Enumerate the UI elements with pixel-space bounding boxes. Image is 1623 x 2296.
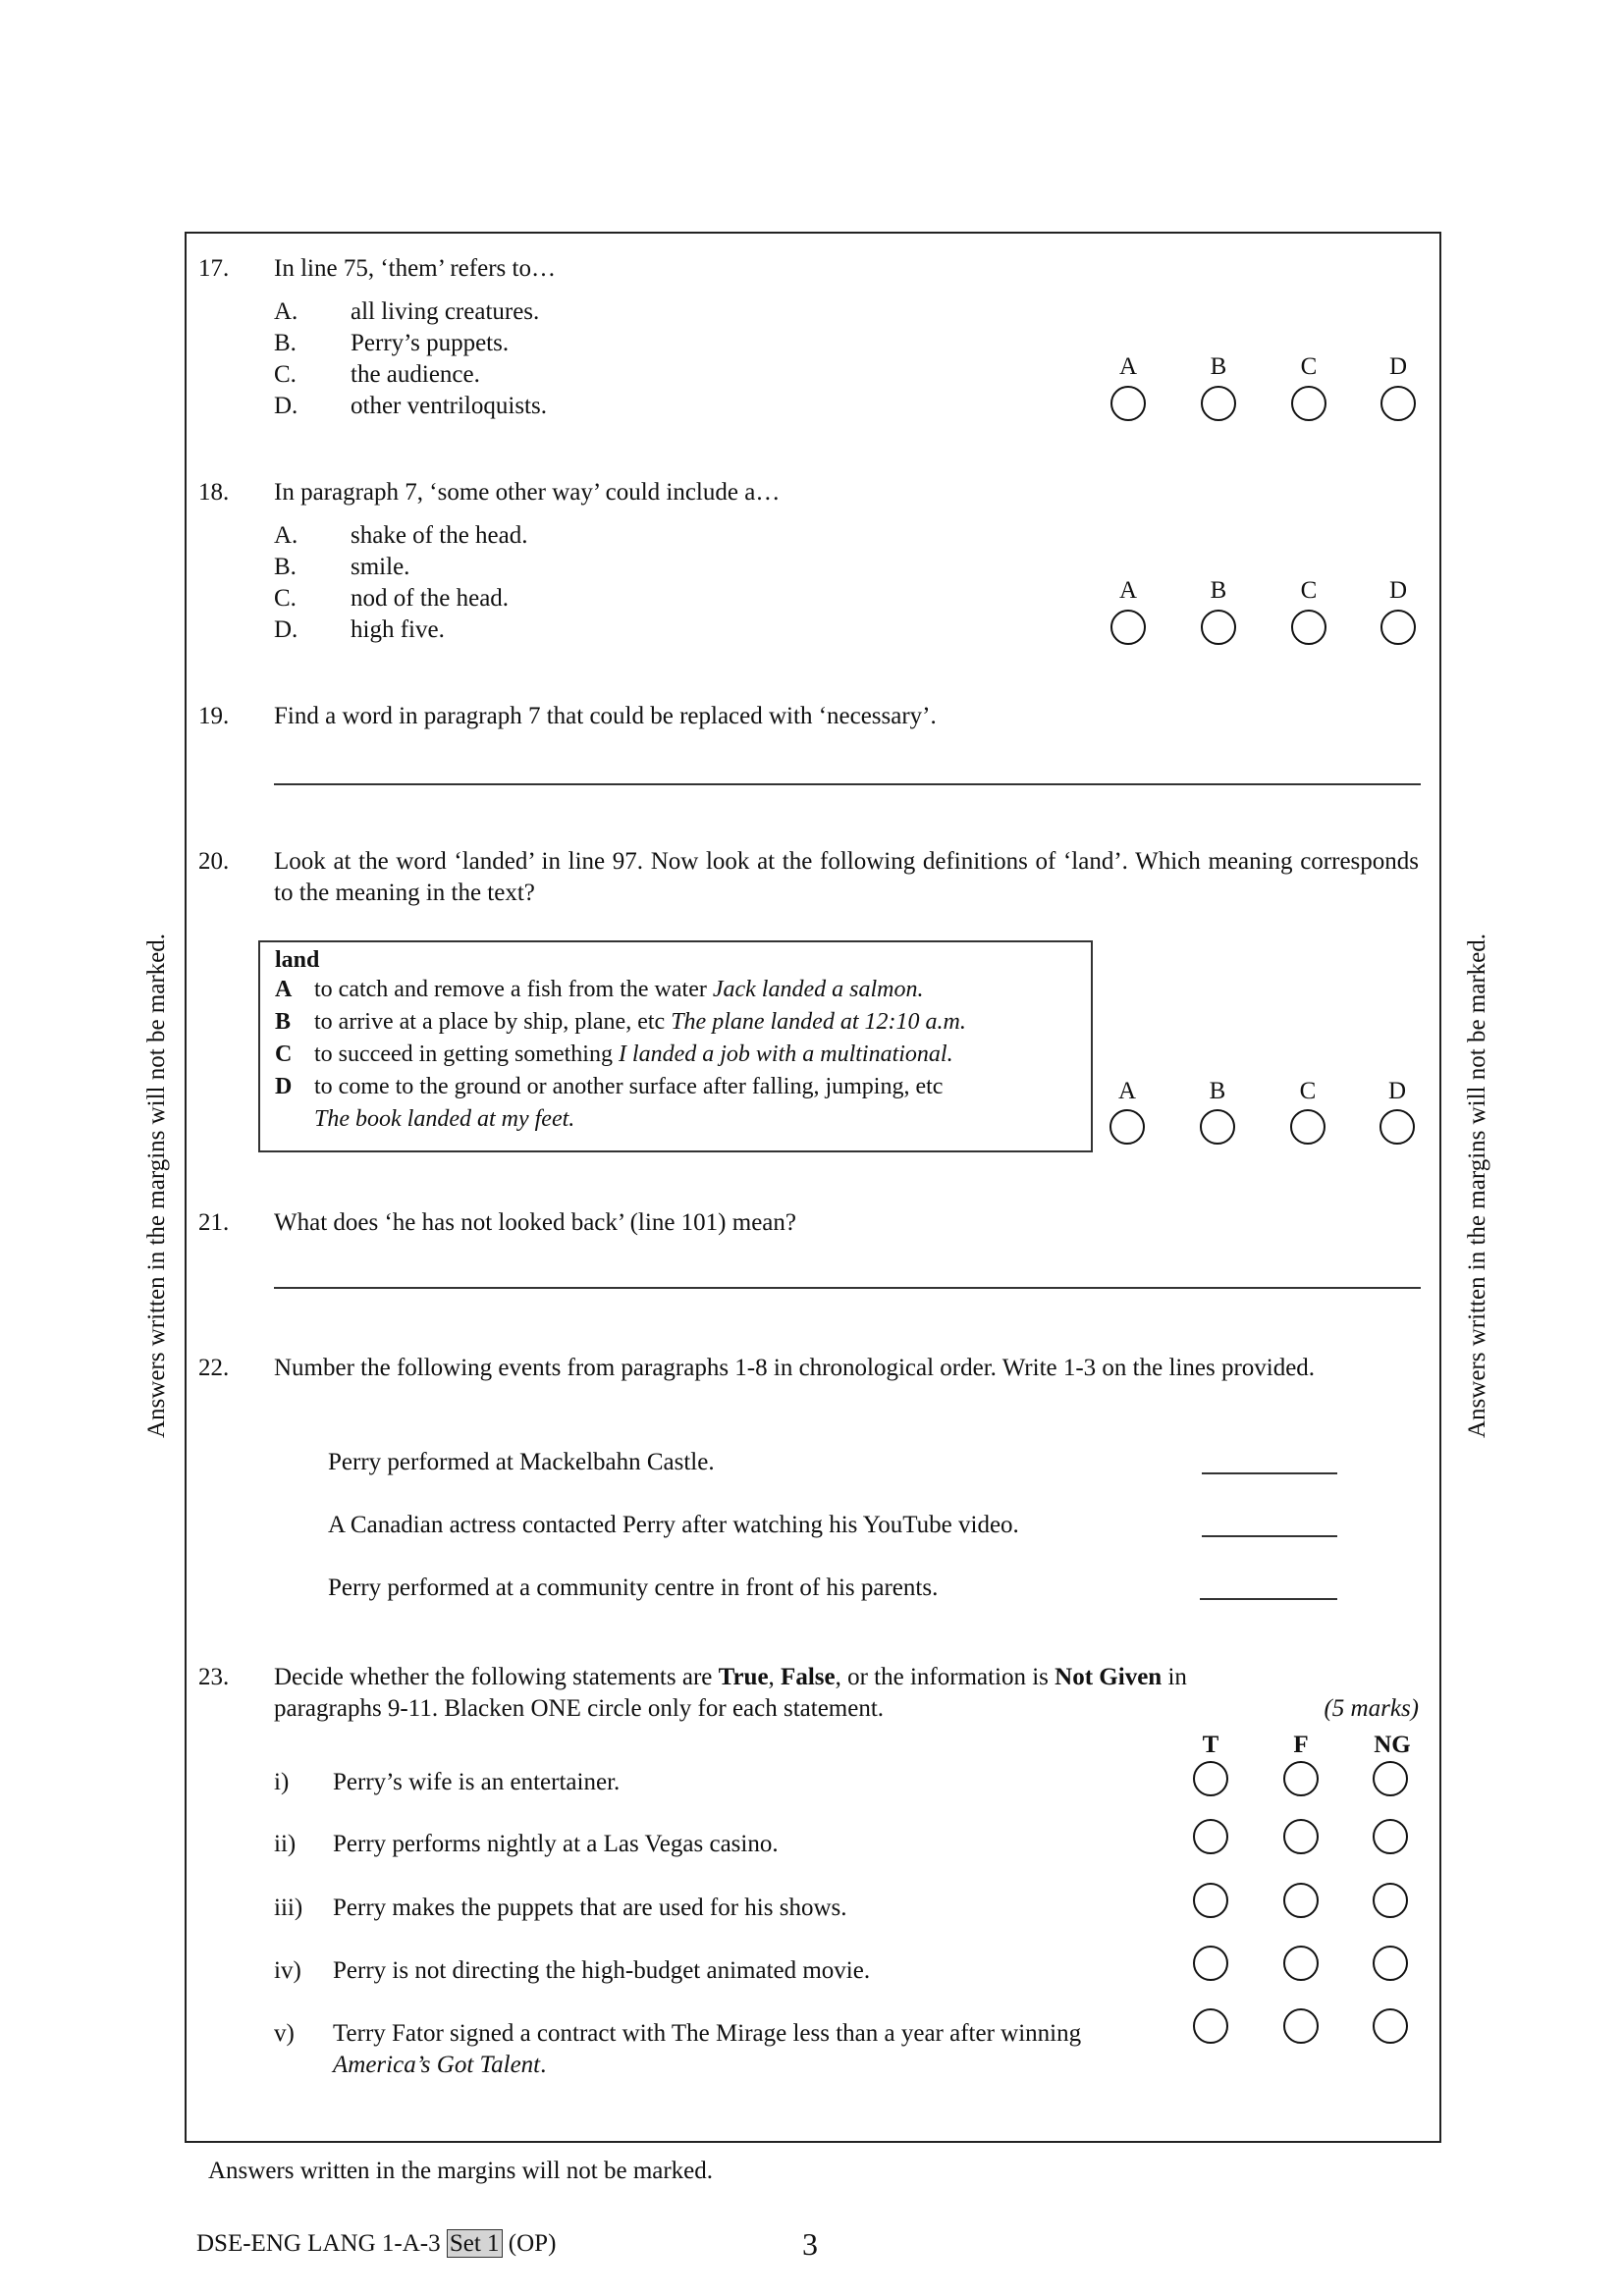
bubble-label: B: [1209, 1078, 1226, 1104]
prompt-not-given: Not Given: [1055, 1664, 1163, 1690]
event-item: A Canadian actress contacted Perry after watching his YouTube video.: [328, 1512, 1019, 1538]
bubble-false[interactable]: [1283, 2008, 1319, 2044]
bubble-true[interactable]: [1193, 2008, 1228, 2044]
statement-text: Perry’s wife is an entertainer.: [333, 1769, 621, 1795]
statement-number: i): [274, 1769, 290, 1795]
answer-bubble-a[interactable]: [1110, 610, 1146, 645]
option-letter: D.: [274, 393, 298, 419]
option-text: all living creatures.: [351, 298, 540, 325]
bubble-label: D: [1388, 353, 1408, 380]
definition-example: The plane landed at 12:10 a.m.: [671, 1009, 966, 1035]
definition-c: [314, 1041, 953, 1068]
statement-text-continued: [333, 2050, 546, 2081]
option-letter: A.: [274, 298, 298, 325]
bubble-label: C: [1299, 1078, 1317, 1104]
paper-code: [196, 2230, 556, 2258]
definition-text: to succeed in getting something: [314, 1041, 613, 1067]
answer-line[interactable]: [274, 783, 1421, 785]
answer-bubble-d[interactable]: [1380, 1109, 1415, 1145]
answer-line[interactable]: [274, 1287, 1421, 1289]
option-text: shake of the head.: [351, 522, 528, 549]
prompt-text: ,: [768, 1664, 782, 1690]
prompt-text: in: [1162, 1664, 1187, 1690]
bubble-true[interactable]: [1193, 1819, 1228, 1854]
definition-letter: D: [275, 1074, 293, 1099]
prompt-text: , or the information is: [835, 1664, 1055, 1690]
bubble-label: B: [1210, 577, 1227, 604]
definition-letter: C: [275, 1041, 293, 1067]
question-number: 23.: [198, 1664, 230, 1690]
statement-number: iv): [274, 1957, 301, 1984]
question-prompt: Look at the word ‘landed’ in line 97. Now look at the following definitions of ‘land’. Which meaning corresponds to the meaning in the text?: [274, 848, 1419, 906]
answer-bubble-d[interactable]: [1380, 610, 1416, 645]
answer-bubble-a[interactable]: [1109, 1109, 1145, 1145]
definition-text: to come to the ground or another surface after falling, jumping, etc: [314, 1074, 944, 1099]
question-prompt: [274, 1662, 1419, 1693]
bubble-label: A: [1118, 353, 1138, 380]
bubble-not-given[interactable]: [1373, 1946, 1408, 1981]
bubble-not-given[interactable]: [1373, 2008, 1408, 2044]
definition-text: to catch and remove a fish from the water: [314, 977, 707, 1002]
option-letter: B.: [274, 554, 297, 580]
footer-margin-note: Answers written in the margins will not be marked.: [208, 2158, 714, 2184]
statement-number: iii): [274, 1895, 303, 1921]
bubble-label: C: [1300, 577, 1318, 604]
bubble-not-given[interactable]: [1373, 1819, 1408, 1854]
option-text: nod of the head.: [351, 585, 510, 612]
bubble-true[interactable]: [1193, 1761, 1228, 1796]
bubble-false[interactable]: [1283, 1761, 1319, 1796]
dictionary-headword: land: [275, 947, 320, 973]
question-number: 18.: [198, 479, 230, 506]
bubble-false[interactable]: [1283, 1819, 1319, 1854]
dictionary-box: [258, 940, 1093, 1152]
statement-number: ii): [274, 1831, 297, 1857]
bubble-false[interactable]: [1283, 1946, 1319, 1981]
definition-letter: B: [275, 1009, 292, 1035]
option-text: the audience.: [351, 361, 480, 388]
answer-bubble-a[interactable]: [1110, 386, 1146, 421]
question-prompt: In line 75, ‘them’ refers to…: [274, 255, 556, 282]
definition-text: to arrive at a place by ship, plane, etc: [314, 1009, 666, 1035]
prompt-text: Decide whether the following statements are: [274, 1664, 719, 1690]
definition-a: [314, 977, 923, 1003]
bubble-label: D: [1387, 1078, 1407, 1104]
set-label: Set 1: [447, 2229, 503, 2258]
prompt-true: True: [718, 1664, 769, 1690]
event-order-line[interactable]: [1200, 1598, 1337, 1600]
statement-end: .: [540, 2052, 547, 2078]
definition-example: I landed a job with a multinational.: [618, 1041, 953, 1067]
answer-bubble-d[interactable]: [1380, 386, 1416, 421]
bubble-label: B: [1210, 353, 1227, 380]
question-prompt: What does ‘he has not looked back’ (line 101) mean?: [274, 1209, 796, 1236]
answer-bubble-b[interactable]: [1200, 1109, 1235, 1145]
option-letter: B.: [274, 330, 297, 356]
left-margin-note: Answers written in the margins will not be marked.: [143, 933, 170, 1439]
question-number: 22.: [198, 1355, 230, 1381]
prompt-false: False: [781, 1664, 836, 1690]
answer-bubble-c[interactable]: [1290, 1109, 1325, 1145]
option-letter: C.: [274, 361, 297, 388]
answer-bubble-b[interactable]: [1201, 386, 1236, 421]
answer-bubble-b[interactable]: [1201, 610, 1236, 645]
bubble-not-given[interactable]: [1373, 1761, 1408, 1796]
question-number: 17.: [198, 255, 230, 282]
paper-code-prefix: DSE-ENG LANG 1-A-3: [196, 2230, 441, 2257]
question-prompt: In paragraph 7, ‘some other way’ could include a…: [274, 479, 781, 506]
bubble-true[interactable]: [1193, 1883, 1228, 1918]
event-order-line[interactable]: [1202, 1472, 1337, 1474]
definition-d: [314, 1074, 943, 1100]
definition-example: Jack landed a salmon.: [712, 977, 924, 1002]
paper-code-suffix: (OP): [508, 2230, 557, 2257]
event-item: Perry performed at Mackelbahn Castle.: [328, 1449, 715, 1475]
statement-text: Perry performs nightly at a Las Vegas casino.: [333, 1831, 779, 1857]
answer-bubble-c[interactable]: [1291, 610, 1326, 645]
statement-text: Perry makes the puppets that are used for his shows.: [333, 1895, 847, 1921]
bubble-false[interactable]: [1283, 1883, 1319, 1918]
question-prompt: Number the following events from paragraphs 1-8 in chronological order. Write 1-3 on the lines provided.: [274, 1355, 1316, 1381]
column-label-true: T: [1202, 1732, 1219, 1758]
definition-b: [314, 1009, 966, 1036]
option-letter: C.: [274, 585, 297, 612]
question-instruction: paragraphs 9-11. Blacken ONE circle only for each statement.: [274, 1695, 885, 1722]
show-title: America’s Got Talent: [333, 2052, 541, 2078]
bubble-label: A: [1117, 1078, 1137, 1104]
marks-label: (5 marks): [1324, 1695, 1419, 1722]
question-number: 19.: [198, 703, 230, 729]
bubble-label: C: [1300, 353, 1318, 380]
answer-bubble-c[interactable]: [1291, 386, 1326, 421]
statement-number: v): [274, 2020, 295, 2047]
definition-letter: A: [275, 977, 293, 1002]
column-label-false: F: [1293, 1732, 1309, 1758]
option-letter: D.: [274, 616, 298, 643]
question-number: 21.: [198, 1209, 230, 1236]
event-order-line[interactable]: [1202, 1535, 1337, 1537]
bubble-true[interactable]: [1193, 1946, 1228, 1981]
page-number: 3: [802, 2226, 818, 2262]
option-text: other ventriloquists.: [351, 393, 547, 419]
right-margin-note: Answers written in the margins will not be marked.: [1464, 933, 1490, 1439]
option-text: high five.: [351, 616, 445, 643]
question-number: 20.: [198, 848, 230, 875]
option-letter: A.: [274, 522, 298, 549]
column-label-not-given: NG: [1374, 1732, 1411, 1758]
event-item: Perry performed at a community centre in front of his parents.: [328, 1575, 939, 1601]
question-prompt: Find a word in paragraph 7 that could be replaced with ‘necessary’.: [274, 703, 937, 729]
bubble-label: A: [1118, 577, 1138, 604]
option-text: Perry’s puppets.: [351, 330, 510, 356]
bubble-not-given[interactable]: [1373, 1883, 1408, 1918]
option-text: smile.: [351, 554, 410, 580]
bubble-label: D: [1388, 577, 1408, 604]
definition-example: The book landed at my feet.: [314, 1106, 575, 1132]
statement-text: Perry is not directing the high-budget animated movie.: [333, 1957, 871, 1984]
statement-text: Terry Fator signed a contract with The Mirage less than a year after winning: [333, 2020, 1082, 2047]
